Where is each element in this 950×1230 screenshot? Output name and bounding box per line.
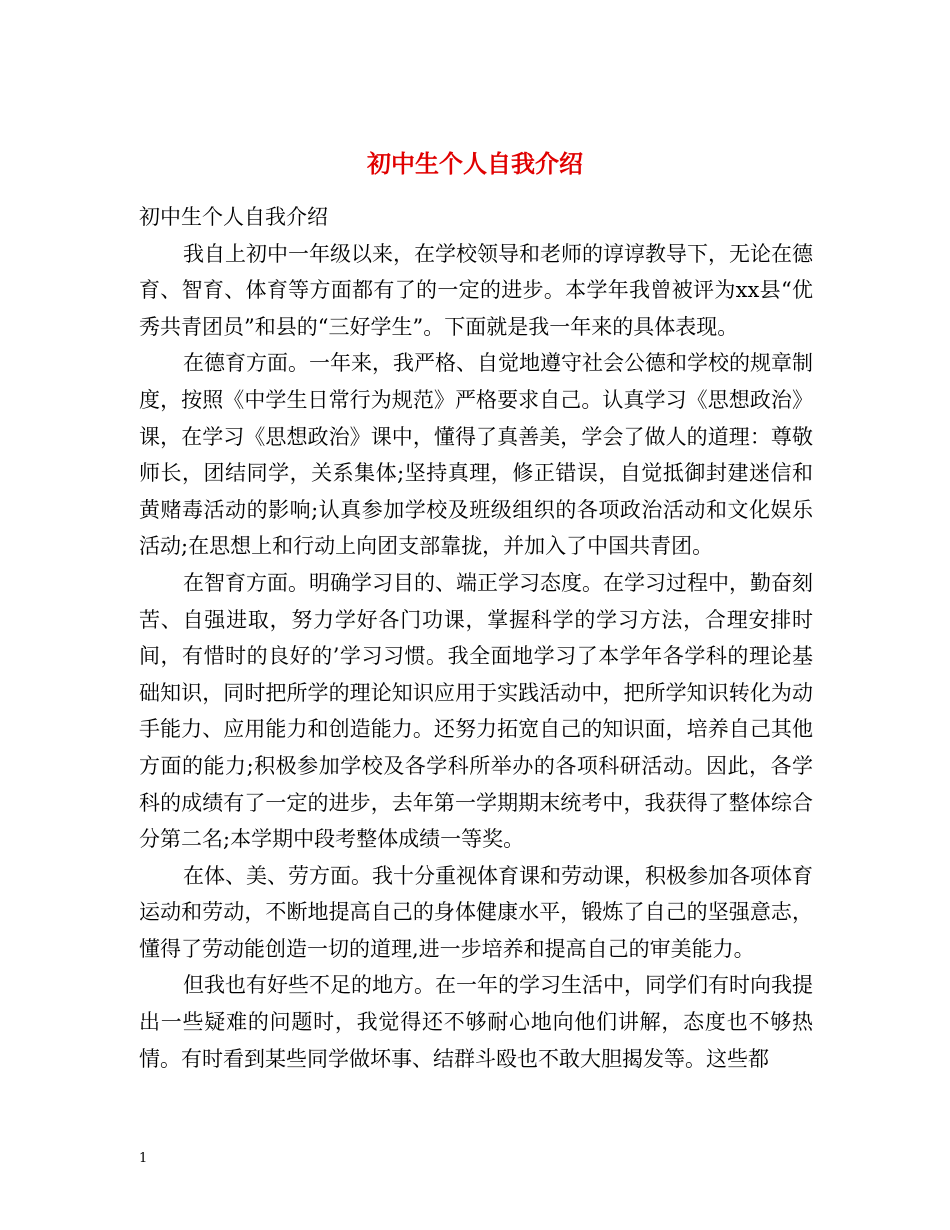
paragraph-intellectual-education: 在智育方面。明确学习目的、端正学习态度。在学习过程中，勤奋刻苦、自强进取，努力学好各门功课，掌握科学的学习方法，合理安排时间，有惜时的良好的’学习习惯。我全面地学习了本学年各学科的理论基础知识，同时把所学的理论知识应用于实践活动中，把所学知识转化为动手能力、应用能力和创造能力。还努力拓宽自己的知识面，培养自己其他方面的能力;积极参加学校及各学科所举办的各项科研活动。因此，各学科的成绩有了一定的进步，去年第一学期期末统考中，我获得了整体综合分第二名;本学期中段考整体成绩一等奖。 <box>139 570 813 852</box>
paragraph-moral-education: 在德育方面。一年来，我严格、自觉地遵守社会公德和学校的规章制度，按照《中学生日常行为规范》严格要求自己。认真学习《思想政治》课，在学习《思想政治》课中，懂得了真善美，学会了做人的道理：尊敬师长，团结同学，关系集体;坚持真理，修正错误，自觉抵御封建迷信和黄赌毒活动的影响;认真参加学校及班级组织的各项政治活动和文化娱乐活动;在思想上和行动上向团支部靠拢，并加入了中国共青团。 <box>139 351 813 559</box>
paragraph-shortcomings: 但我也有好些不足的地方。在一年的学习生活中，同学们有时向我提出一些疑难的问题时，我觉得还不够耐心地向他们讲解，态度也不够热情。有时看到某些同学做坏事、结群斗殴也不敢大胆揭发等。这些都 <box>139 973 813 1071</box>
page-number: 1 <box>139 1151 148 1166</box>
document-title: 初中生个人自我介绍 <box>367 149 583 179</box>
document-subtitle: 初中生个人自我介绍 <box>139 205 328 229</box>
paragraph-intro: 我自上初中一年级以来，在学校领导和老师的谆谆教导下，无论在德育、智育、体育等方面都有了的一定的进步。本学年我曾被评为xx县“优秀共青团员”和县的“三好学生”。下面就是我一年来的具体表现。 <box>139 241 813 339</box>
document-body <box>139 199 813 1077</box>
paragraph-physical-aesthetic-labor: 在体、美、劳方面。我十分重视体育课和劳动课，积极参加各项体育运动和劳动，不断地提高自己的身体健康水平，锻炼了自己的坚强意志，懂得了劳动能创造一切的道理,进一步培养和提高自己的审美能力。 <box>139 863 813 961</box>
